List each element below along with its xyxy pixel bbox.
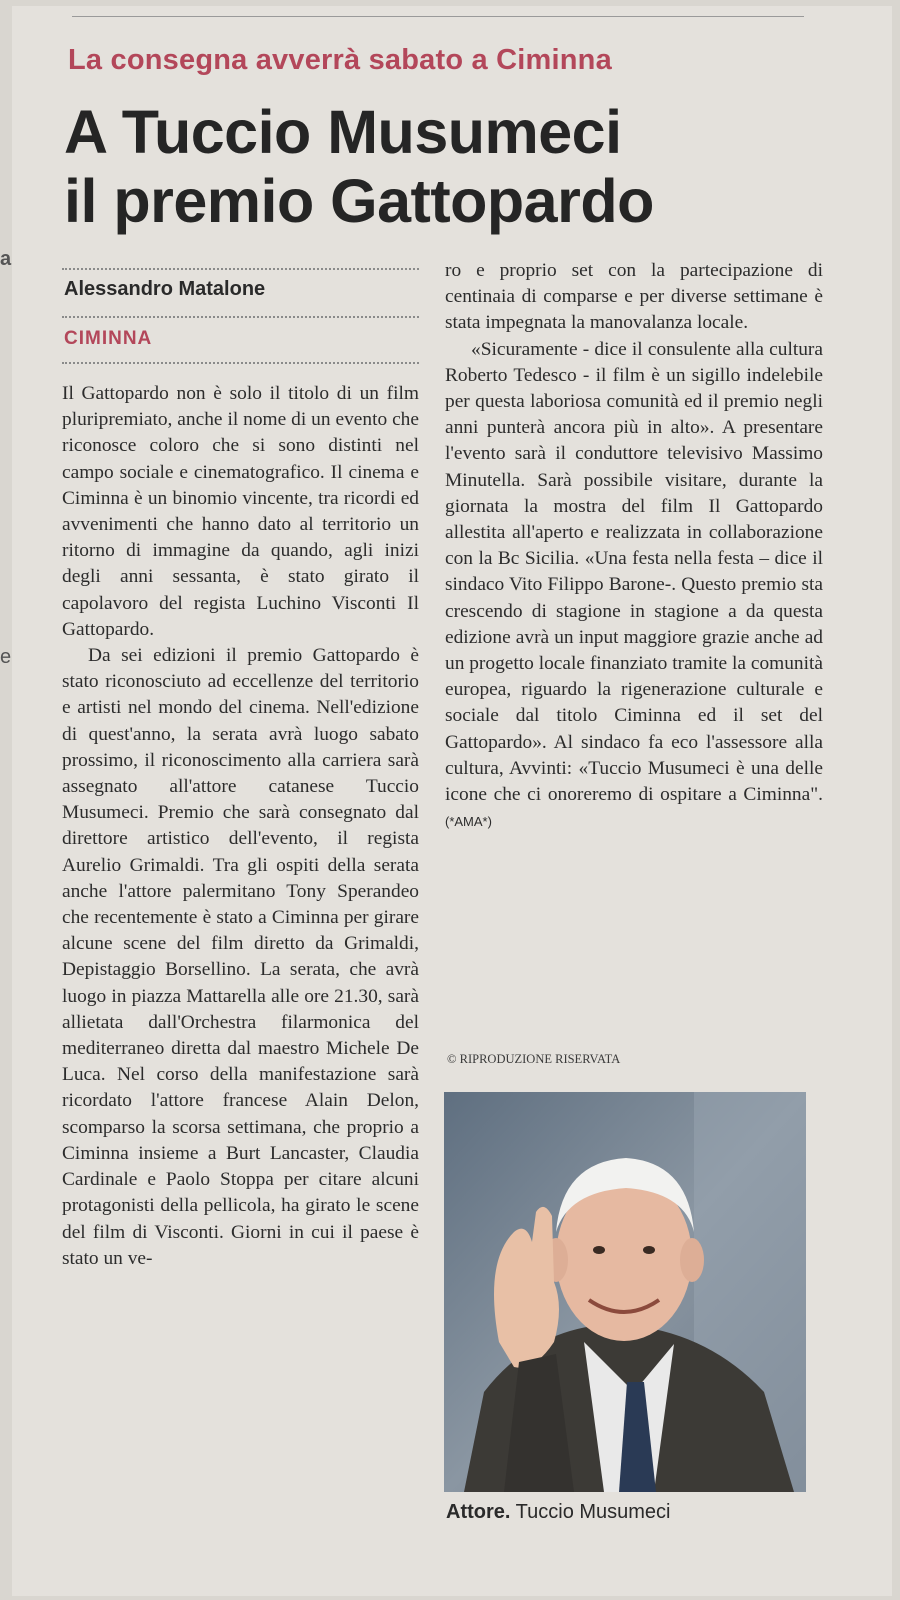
caption-text: Tuccio Musumeci	[510, 1501, 671, 1523]
dateline: CIMINNA	[64, 328, 153, 349]
portrait-illustration	[444, 1092, 806, 1492]
author-tag: (*AMA*)	[445, 814, 492, 830]
headline-line-2: il premio Gattopardo	[64, 167, 654, 235]
author-byline: Alessandro Matalone	[64, 278, 266, 300]
paragraph-text: «Sicuramente - dice il consulente alla cultura Roberto Tedesco - il film è un sigillo indelebile per questa laboriosa comunità ed il premio negli anni punterà ancora più in alto». A presentare l'evento sarà il conduttore televisivo Massimo Minutella. Sarà possibile visitare, durante la giornata la mostra del film Il Gattopardo allestita all'aperto e realizzata in collaborazione con la Bc Sicilia. «Una festa nella festa – dice il sindaco Vito Filippo Barone-. Questo premio sta crescendo di stagione in stagione a da questa edizione avrà un input maggiore grazie anche ad un progetto locale finanziato tramite la comunità europea, riguardo la rigenerazione culturale e sociale dal titolo Ciminna ed il set del Gattopardo». Al sindaco fa eco l'assessore alla cultura, Avvinti: «Tuccio Musumeci è una delle icone che ci onoreremo di ospitare a Ciminna".	[445, 338, 823, 806]
article-kicker: La consegna avverrà sabato a Ciminna	[68, 44, 612, 76]
article-paragraph: Il Gattopardo non è solo il titolo di un film pluripremiato, anche il nome di un evento che riconosce coloro che si sono distinti nel campo sociale e cinematografico. Il cinema e Ciminna è un binomio vincente, tra ricordi ed avvenimenti che hanno dato al territorio un ritorno di immagine da quando, agli inizi degli anni sessanta, è stato girato il capolavoro del regista Luchino Visconti Il Gattopardo.	[62, 383, 419, 640]
edge-fragment: e	[0, 646, 12, 668]
headline-line-1: A Tuccio Musumeci	[64, 98, 622, 166]
article-headline	[64, 98, 824, 236]
article-paragraph: Da sei edizioni il premio Gattopardo è stato riconosciuto ad eccellenze del territorio e artisti nel mondo del cinema. Nell'edizione di quest'anno, la serata avrà luogo sabato prossimo, il riconoscimento alla carriera sarà assegnato all'attore catanese Tuccio Musumeci. Premio che sarà consegnato dal direttore artistico dell'evento, il regista Aurelio Grimaldi. Tra gli ospiti della serata anche l'attore palermitano Tony Sperandeo che recentemente è stato a Ciminna per girare alcune scene del film diretto da Grimaldi, Depistaggio Borsellino. La serata, che avrà luogo in piazza Mattarella alle ore 21.30, sarà allietata dall'Orchestra filarmonica del mediterraneo diretta dal maestro Michele De Luca. Nel corso della manifestazione sarà ricordato l'attore francese Alain Delon, scomparso la scorsa settimana, che proprio a Ciminna insieme a Burt Lancaster, Claudia Cardinale e Paolo Stoppa per citare alcuni protagonisti della pellicola, ha girato le scene del film di Visconti. Giorni in cui il paese è stato un ve-	[62, 645, 419, 1269]
article-column-right	[445, 258, 823, 835]
edge-fragment: a	[0, 248, 12, 270]
divider	[62, 316, 419, 318]
top-rule	[72, 16, 804, 17]
portrait-photo	[444, 1092, 806, 1492]
article-paragraph: ro e proprio set con la partecipazione di centinaia di comparse e per diverse settimane è stata impegnata la manovalanza locale.	[445, 260, 823, 334]
divider	[62, 268, 419, 270]
article-column-left	[62, 381, 419, 1272]
article-paragraph	[445, 337, 823, 836]
divider	[62, 362, 419, 364]
caption-label: Attore.	[446, 1501, 511, 1523]
copyright-notice: © RIPRODUZIONE RISERVATA	[447, 1052, 621, 1066]
photo-caption	[446, 1501, 671, 1524]
